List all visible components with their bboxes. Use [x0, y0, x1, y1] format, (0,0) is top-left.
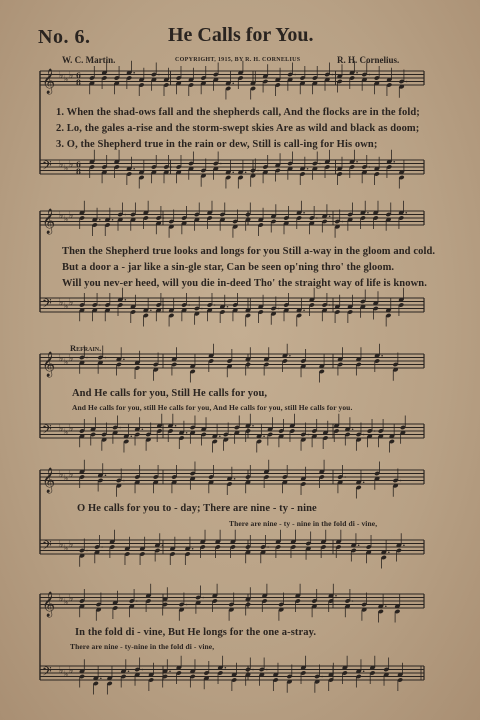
dot [86, 357, 88, 359]
dot [356, 161, 358, 163]
dot [303, 212, 305, 214]
treble-clef-icon: 𝄞 [42, 69, 56, 94]
flat-icon: ♭ [59, 666, 64, 676]
system3-upper-lyric: And He calls for you, Still He calls for you, [72, 388, 268, 399]
flat-icon: ♭ [64, 75, 69, 85]
dot [100, 677, 102, 679]
system1-verse3: 3. O, the Shepherd true in the rain or dew, Still is call-ing for His own; [56, 139, 378, 150]
dot [123, 358, 125, 360]
hymn-title: He Calls for You. [168, 24, 314, 46]
system4-lower-lyric: There are nine - ty - nine in the fold di - vine, [229, 519, 378, 528]
dot [400, 480, 402, 482]
dot [266, 669, 268, 671]
system5-lower-lyric: There are nine - ty-nine in the fold di - vine, [70, 642, 215, 651]
dot [202, 597, 204, 599]
dot [344, 476, 346, 478]
treble-clef-icon: 𝄞 [42, 209, 56, 234]
dot [186, 432, 188, 434]
dot [133, 168, 135, 170]
flat-icon: ♭ [69, 540, 74, 550]
dot [303, 309, 305, 311]
dot [363, 434, 365, 436]
dot [289, 355, 291, 357]
dot [263, 435, 265, 437]
dot [393, 161, 395, 163]
dot [186, 604, 188, 606]
system1-verse1: 1. When the shad-ows fall and the shepherds call, And the flocks are in the fold; [56, 107, 420, 118]
flat-icon: ♭ [64, 474, 69, 484]
dot [278, 308, 280, 310]
dot [142, 428, 144, 430]
dot [332, 74, 334, 76]
dot [232, 82, 234, 84]
dot [356, 72, 358, 74]
dot [150, 309, 152, 311]
dot [329, 215, 331, 217]
dot [369, 74, 371, 76]
dot [367, 212, 369, 214]
flat-icon: ♭ [69, 71, 74, 81]
flat-icon: ♭ [59, 298, 64, 308]
treble-clef-icon: 𝄞 [42, 352, 56, 377]
flat-icon: ♭ [69, 160, 74, 170]
dot [220, 163, 222, 165]
dot [125, 299, 127, 301]
dot [232, 171, 234, 173]
flat-icon: ♭ [64, 670, 69, 680]
dot [105, 357, 107, 359]
dot [175, 425, 177, 427]
dot [99, 219, 101, 221]
flat-icon: ♭ [64, 302, 69, 312]
dot [128, 670, 130, 672]
dot [374, 430, 376, 432]
hymn-number: No. 6. [38, 26, 91, 48]
dot [125, 214, 127, 216]
dot [363, 481, 365, 483]
system4-upper-lyric: O He calls for you to - day; There are nine - ty - nine [77, 503, 317, 514]
flat-icon: ♭ [69, 666, 74, 676]
dot [136, 600, 138, 602]
flat-icon: ♭ [64, 215, 69, 225]
dot [101, 546, 103, 548]
flat-icon: ♭ [59, 71, 64, 81]
flat-icon: ♭ [59, 211, 64, 221]
dot [329, 304, 331, 306]
flat-icon: ♭ [59, 594, 64, 604]
dot [214, 304, 216, 306]
time-signature: 8 [76, 167, 81, 176]
dot [316, 217, 318, 219]
dot [201, 308, 203, 310]
dot [219, 435, 221, 437]
time-signature: 8 [76, 78, 81, 87]
dot [321, 676, 323, 678]
system1-verse2: 2. Lo, the gales a-rise and the storm-swept skies Are as wild and black as doom; [56, 123, 420, 134]
dot [133, 72, 135, 74]
dot [381, 355, 383, 357]
dot [352, 428, 354, 430]
dot [130, 435, 132, 437]
flat-icon: ♭ [59, 540, 64, 550]
bass-clef-icon: 𝄢 [42, 664, 52, 682]
flat-icon: ♭ [69, 594, 74, 604]
dot [342, 221, 344, 223]
dot [319, 163, 321, 165]
flat-icon: ♭ [64, 164, 69, 174]
dot [252, 425, 254, 427]
flat-icon: ♭ [59, 470, 64, 480]
flat-icon: ♭ [59, 354, 64, 364]
dot [225, 667, 227, 669]
flat-icon: ♭ [69, 354, 74, 364]
dot [192, 548, 194, 550]
dot [112, 219, 114, 221]
lyricist-credit: W. C. Martin. [62, 55, 116, 65]
system2-verse3: Will you nev-er heed, will you die in-deed Tho' the straight way of life is known. [62, 278, 427, 289]
dot [245, 171, 247, 173]
dot [171, 166, 173, 168]
flat-icon: ♭ [69, 470, 74, 480]
bass-clef-icon: 𝄢 [42, 422, 52, 440]
system5-upper-lyric: In the fold di - vine, But He longs for the one a-stray. [75, 627, 317, 638]
bass-clef-icon: 𝄢 [42, 296, 52, 314]
dot [169, 670, 171, 672]
dot [230, 434, 232, 436]
dot [294, 74, 296, 76]
dot [123, 480, 125, 482]
treble-clef-icon: 𝄞 [42, 592, 56, 617]
flat-icon: ♭ [69, 424, 74, 434]
flat-icon: ♭ [69, 298, 74, 308]
flat-icon: ♭ [64, 358, 69, 368]
dot [403, 544, 405, 546]
dot [163, 304, 165, 306]
dot [308, 434, 310, 436]
treble-clef-icon: 𝄞 [42, 468, 56, 493]
dot [227, 306, 229, 308]
dot [99, 304, 101, 306]
dot [234, 478, 236, 480]
dot [335, 595, 337, 597]
flat-icon: ♭ [64, 598, 69, 608]
copyright-notice: COPYRIGHT, 1915, BY R. H. CORNELIUS [175, 57, 301, 63]
composer-credit: R. H. Cornelius. [337, 55, 400, 65]
dot [385, 605, 387, 607]
dot [307, 168, 309, 170]
flat-icon: ♭ [59, 160, 64, 170]
dot [252, 669, 254, 671]
dot [405, 212, 407, 214]
dot [119, 427, 121, 429]
dot [188, 304, 190, 306]
dot [142, 669, 144, 671]
bass-clef-icon: 𝄢 [42, 538, 52, 556]
dot [352, 600, 354, 602]
dot [162, 544, 164, 546]
system2-verse2: But a door a - jar like a sin-gle star, Can be seen op'ning thro' the gloom. [62, 262, 395, 273]
dot [369, 166, 371, 168]
flat-icon: ♭ [64, 428, 69, 438]
dot [163, 217, 165, 219]
bass-clef-icon: 𝄢 [42, 158, 52, 176]
flat-icon: ♭ [64, 544, 69, 554]
dot [358, 544, 360, 546]
dot [158, 74, 160, 76]
dot [267, 546, 269, 548]
dot [257, 170, 259, 172]
dot [363, 670, 365, 672]
time-signature: 6 [76, 160, 81, 169]
dot [406, 81, 408, 83]
dot [86, 550, 88, 552]
dot [105, 474, 107, 476]
flat-icon: ♭ [69, 211, 74, 221]
system2-verse1: Then the Shepherd true looks and longs for you Still a-way in the gloom and cold. [62, 246, 436, 257]
refrain-label: Refrain. [70, 343, 102, 353]
dot [388, 551, 390, 553]
time-signature: 6 [76, 71, 81, 80]
flat-icon: ♭ [59, 424, 64, 434]
system3-lower-lyric: And He calls for you, still He calls for you, And He calls for you, still He calls for you. [72, 403, 353, 412]
